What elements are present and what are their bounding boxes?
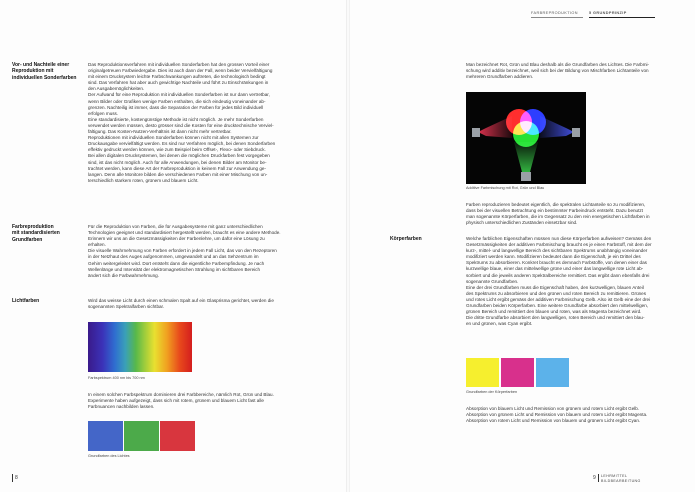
caption-koerperfarben: Grundfarben der Körperfarben xyxy=(466,390,518,394)
page-number-tick-left xyxy=(12,474,13,482)
swatch-light-blue xyxy=(88,421,123,451)
header-chapter: 5 GRUNDPRINZIP xyxy=(589,11,627,15)
side-heading-standardisierte: Farbreproduktion mit standardisierten Grundfarben xyxy=(12,224,60,243)
body-standardisierte: Für die Reproduktion von Farben, die für Ausgabesysteme mit ganz unterschiedlichen Technologien geeignet und standardisiert hergestellt werden, braucht es eine andere Methode. Erinnern wir uns an die Gesetzmässigkeiten der Farbenlehre, um dafür eine Lösung zu erhalten. Die visuelle Wahrnehmung von Farben erfordert in jedem Fall Licht, das von den Rezeptoren in der Netzhaut des Auges aufgenommen, umgewandelt und an das Sehzentrum im Gehirn weitergeleitet wird. Dort entsteht dann die eigentliche Farbempfindung. Je nach Wellenlänge und Intensität der elektromagnetischen Strahlung im sichtbaren Bereich ändert sich die Farbwahrnehmung. xyxy=(88,224,281,278)
header-section: FARBREPRODUKTION xyxy=(531,11,578,15)
additive-color-mixing-image xyxy=(466,92,586,184)
header-rule-chapter xyxy=(589,17,655,18)
page-number-tick-right xyxy=(598,474,599,482)
side-heading-lichtfarben: Lichtfarben xyxy=(12,298,40,304)
side-heading-vor-nachteile: Vor- und Nachteile einer Reproduktion mit individuellen Sonderfarben xyxy=(12,62,77,81)
body-intro-additive: Man bezeichnet Rot, Grün und Blau deshalb als die Grundfarben des Lichtes. Die Farbmi- schung wird additiv bezeichnet, weil sich bei der Bildung von Mischfarben Lichtanteile von mehreren Grundfarben addieren. xyxy=(466,62,650,80)
body-vor-nachteile: Das Reproduktionsverfahren mit individuellen Sonderfarben hat den grossen Vorteil einer originalgetreuen Farbwiedergabe. Dies ist auch dann der Fall, wenn beider Vervielfältigung mit einem Drucksystem leichte Farbschwankungen auftreten, die technologisch bedingt sind. Das Verfahren hat aber auch gewichtige Nachteile und führt zu Einschränkungen in den Ausgabemöglichkeiten. Der Aufwand für eine Reproduktion mit individuellen Sonderfarben ist nur dann vertretbar, wenn Bilder oder Grafiken wenige Farben enthalten, die sich eindeutig voneinander ab- grenzen. Nachteilig ist immer, dass die Separation der Farben für jedes Bild individuell erfolgen muss. Eine standardisierte, kostengünstige Methode ist nicht möglich. Je mehr Sonderfarben verwendet werden müssen, desto grösser sind die Kosten für eine drucktechnische Verviel- fältigung. Das Kosten-Nutzen-Verhältnis ist dann nicht mehr vertretbar. Reproduktionen mit individuellen Sonderfarben können nicht mit allen Systemen zur Druckausgabe vervielfältigt werden. Es sind nur Verfahren möglich, bei denen Sonderfarben effektiv gedruckt werden können, wie zum Beispiel beim Offset-, Flexo- oder Siebdruck. Bei allen digitalen Drucksystemen, bei denen die möglichen Druckfarben fest vorgegeben sind, ist das nicht möglich. Auch für alle Anwendungen, bei denen Bilder am Monitor be- trachtet werden, kann diese Art der Farbreproduktion in keinem Fall zur Anwendung ge- langen. Denn alle Monitore bilden die verschiedenen Farben mit einer Mischung von un- terschiedlich starkem roten, grünem und blauem Licht. xyxy=(88,62,276,183)
caption-grundfarben-licht: Grundfarben des Lichtes xyxy=(88,454,130,458)
color-spectrum-image xyxy=(88,322,192,372)
body-grundfarben-licht: In einem solchen Farbspektrum dominieren drei Farbbereiche, nämlich Rot, Grün und Blau. Experimente haben aufgezeigt, dass sich mit rotem, grünem und blauem Licht fast alle Farbnuancen nachbilden lassen. xyxy=(88,392,274,410)
page-number-right: 9 xyxy=(593,475,596,481)
footer-publication: LEHRMITTEL BILDBEARBEITUNG xyxy=(601,474,641,483)
book-gutter xyxy=(346,0,350,492)
caption-additive-mixing: Additive Farbmischung mit Rot, Grün und Blau xyxy=(466,186,545,190)
body-lichtfarben: Wird das weisse Licht durch einen schmalen Spalt auf ein Glasprisma gerichtet, werden die sogenannten Spektralfarben sichtbar. xyxy=(88,298,274,310)
body-koerperfarben: Welche farblichen Eigenschaften müssen nun diese Körperfarben aufweisen? Gemäss den Gesetzmässigkeiten der additiven Farbmischung braucht es je einen Farbstoff, mit dem der kurz-, mittel- und langwellige Bereich des sichtbaren Spektrums unabhängig voneinander modifiziert werden kann. Modifizieren bedeutet dann die Eigenschaft, je ein Drittel des Spektrums zu absorbieren. Konkret braucht es demnach Farbstoffe, von denen einer das kurzwellige blaue, einer das mittelwellige grüne und einer das langwellige rote Licht ab- sorbiert und die jeweils anderen Spektralbereiche remittiert. Das ergibt dann ebenfalls drei sogenannte Grundfarben. Eine der drei Grundfarben muss die Eigenschaft haben, den kurzwelligen, blauen Anteil des Spektrums zu absorbieren und den grünen und roten Bereich zu remittieren. Grünes und rotes Licht ergibt gemäss der additiven Farbmischung Gelb. Also ist Gelb eine der drei Grundfarben beiden Körperfarben. Eine weitere Grundfarbe absorbiert den mittelwelligen, grünen Bereich und remittiert den blauen und roten, was als Magenta bezeichnet wird. Die dritte Grundfarbe absorbiert den langwelligen, roten Bereich und remittiert den blau- en und grünen, was Cyan ergibt. xyxy=(466,236,652,327)
swatch-body-cyan xyxy=(536,358,569,387)
swatch-body-magenta xyxy=(501,358,534,387)
swatch-light-green xyxy=(124,421,159,451)
caption-spectrum: Farbspektrum 400 nm bis 700 nm xyxy=(88,376,145,380)
page-number-left: 8 xyxy=(15,475,18,481)
body-absorption: Absorption von blauem Licht und Remission von grünem und rotem Licht ergibt Gelb. Absorption von grünem Licht und Remission von blauem und rotem Licht ergibt Magenta. Absorption von rotem Licht und Remission von blauem und grünem Licht ergibt Cyan. xyxy=(466,406,648,424)
body-farben-reproduzieren: Farben reproduzieren bedeutet eigentlich, die spektralen Lichtanteile so zu modifizieren, dass bei der visuellen Betrachtung ein bestimmter Farbeindruck entsteht. Dazu benutzt man sogenannte Körperfarben, die im Gegensatz zu den rein energetischen Lichtfarben in physisch unterschiedlichen Zuständen einsetzbar sind. xyxy=(466,202,650,226)
swatch-light-red xyxy=(160,421,195,451)
swatch-body-yellow xyxy=(466,358,499,387)
side-heading-koerperfarben: Körperfarben xyxy=(390,236,422,242)
header-rule-section xyxy=(531,17,583,18)
